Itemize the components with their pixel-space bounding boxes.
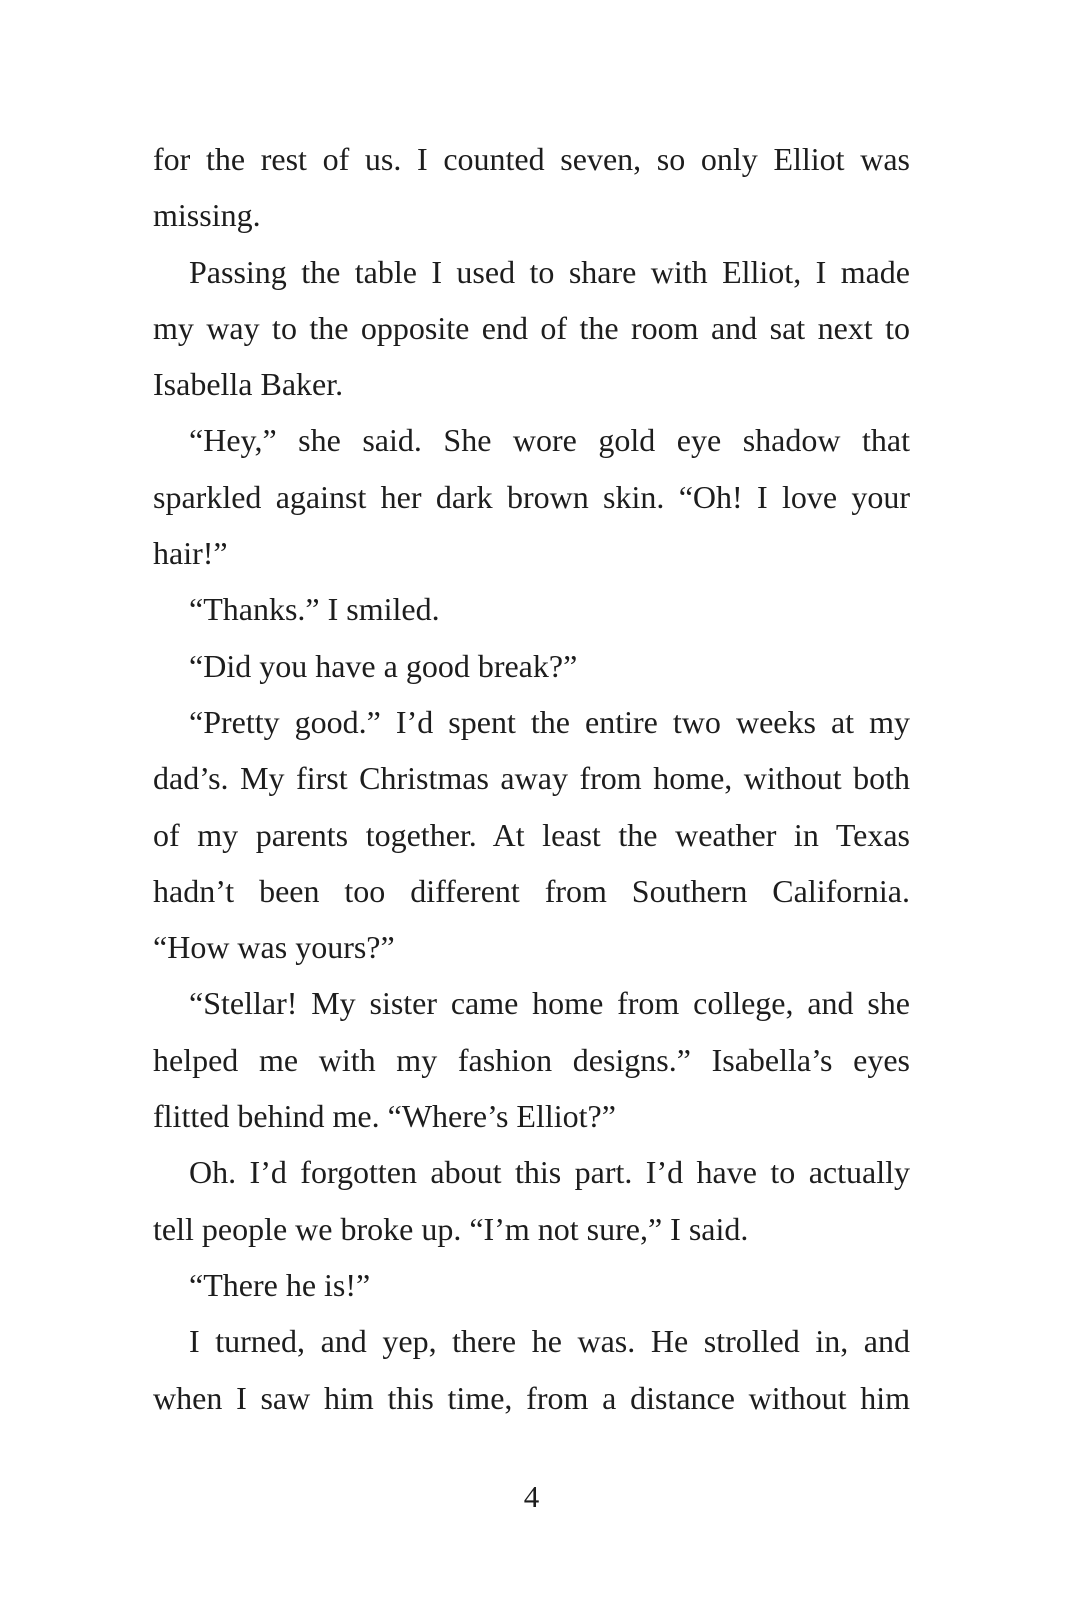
text-line: Passing the table I used to share with Elliot, I made (189, 253, 910, 290)
text-line: flitted behind me. “Where’s Elliot?” (153, 1098, 616, 1135)
text-line: dad’s. My first Christmas away from home, without both (153, 760, 910, 797)
text-column (153, 131, 910, 1426)
text-line: for the rest of us. I counted seven, so only Elliot was (153, 141, 910, 177)
text-line: “Hey,” she said. She wore gold eye shadow that (189, 422, 910, 459)
text-line: hair!” (153, 535, 228, 572)
text-line: “Thanks.” I smiled. (189, 591, 440, 628)
text-line: when I saw him this time, from a distance without him (153, 1379, 910, 1416)
text-line: “Did you have a good break?” (189, 647, 578, 684)
text-line: my way to the opposite end of the room and sat next to (153, 309, 910, 346)
text-line: Isabella Baker. (153, 366, 344, 403)
text-line: sparkled against her dark brown skin. “Oh! I love your (153, 478, 910, 515)
page-number: 4 (523, 1479, 540, 1514)
text-line: I turned, and yep, there he was. He strolled in, and (189, 1323, 910, 1360)
text-line: Oh. I’d forgotten about this part. I’d have to actually (189, 1154, 910, 1191)
text-line: helped me with my fashion designs.” Isabella’s eyes (153, 1041, 910, 1078)
text-line: “There he is!” (189, 1266, 371, 1303)
text-line: hadn’t been too different from Southern California. (153, 872, 910, 909)
text-line: “Stellar! My sister came home from college, and she (189, 985, 910, 1022)
text-line: “Pretty good.” I’d spent the entire two weeks at my (189, 703, 910, 740)
text-line: of my parents together. At least the weather in Texas (153, 816, 910, 853)
text-line: missing. (153, 197, 261, 234)
text-line: “How was yours?” (153, 929, 395, 966)
text-line: tell people we broke up. “I’m not sure,” I said. (153, 1210, 749, 1247)
